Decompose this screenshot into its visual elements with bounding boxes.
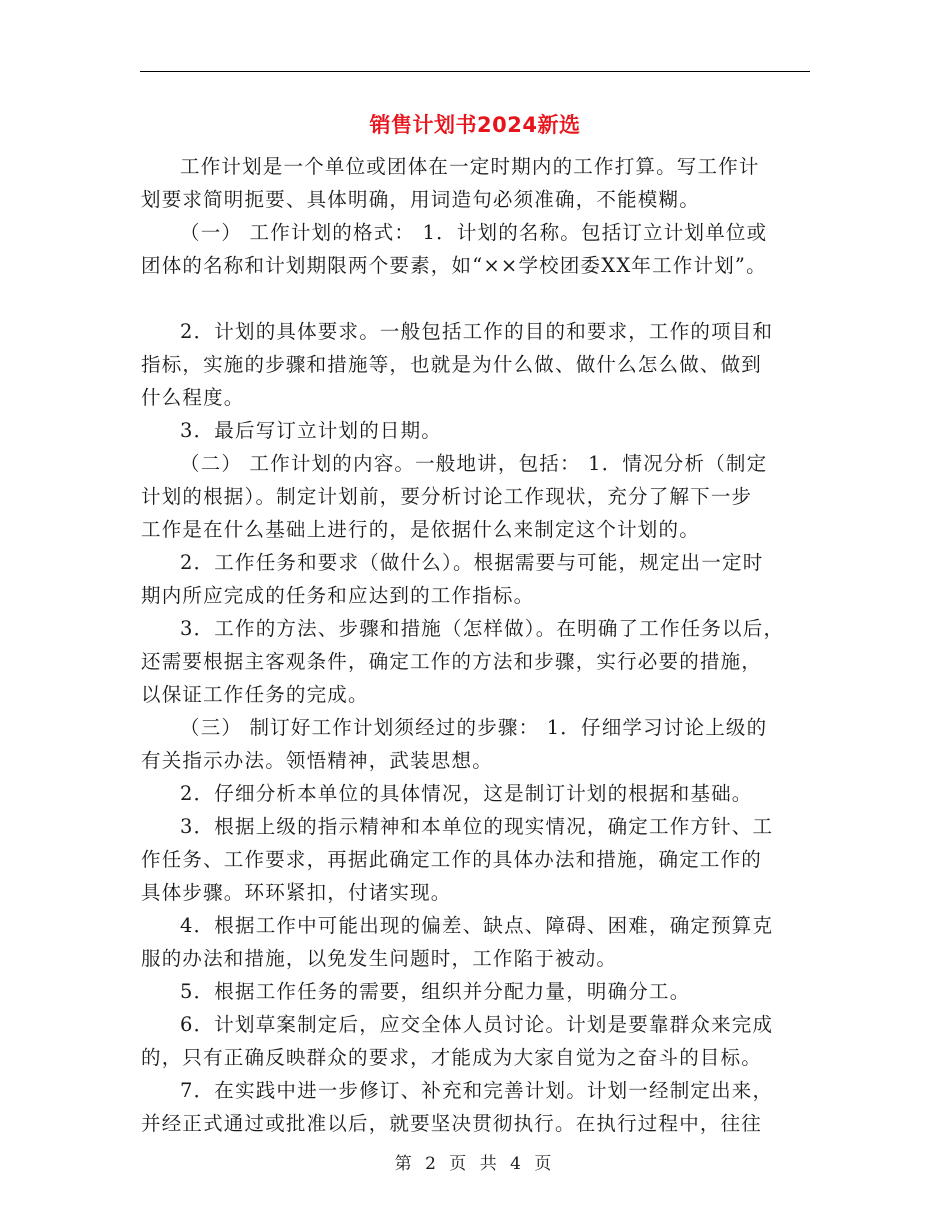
text-line: 3．工作的方法、步骤和措施（怎样做）。在明确了工作任务以后， (180, 617, 785, 640)
text-line: 2．工作任务和要求（做什么）。根据需要与可能，规定出一定时 (180, 551, 764, 574)
paragraph (141, 612, 821, 711)
text-line: 7．在实践中进一步修订、补充和完善计划。计划一经制定出来， (180, 1079, 774, 1102)
text-line: 6．计划草案制定后，应交全体人员讨论。计划是要靠群众来完成 (180, 1013, 774, 1036)
paragraph (141, 711, 821, 777)
text-line: 以保证工作任务的完成。 (141, 683, 369, 706)
text-line: 有关指示办法。领悟精神，武装思想。 (141, 749, 493, 772)
header-rule (140, 71, 810, 72)
paragraph (141, 546, 821, 612)
paragraph (141, 810, 821, 909)
text-line: 并经正式通过或批准以后，就要坚决贯彻执行。在执行过程中，往往 (141, 1112, 763, 1135)
paragraph (141, 1074, 821, 1140)
blank-line (141, 282, 821, 315)
paragraph (141, 216, 821, 282)
text-line: 的，只有正确反映群众的要求，才能成为大家自觉为之奋斗的目标。 (141, 1046, 763, 1069)
document-title: 销售计划书2024新选 (369, 113, 581, 137)
text-line: （二） 工作计划的内容。一般地讲，包括： 1．情况分析（制定 (180, 452, 768, 475)
paragraph (141, 414, 821, 447)
text-line: （三） 制订好工作计划须经过的步骤： 1．仔细学习讨论上级的 (180, 716, 768, 739)
text-line: 服的办法和措施，以免发生问题时，工作陷于被动。 (141, 947, 618, 970)
page-footer: 第 2 页 共 4 页 (394, 1154, 556, 1174)
text-line: 3．根据上级的指示精神和本单位的现实情况，确定工作方针、工 (180, 815, 774, 838)
text-line: 2．仔细分析本单位的具体情况，这是制订计划的根据和基础。 (180, 782, 753, 805)
paragraph (141, 1008, 821, 1074)
text-line: 还需要根据主客观条件，确定工作的方法和步骤，实行必要的措施， (141, 650, 763, 673)
text-line: 期内所应完成的任务和应达到的工作指标。 (141, 584, 535, 607)
text-line: 2．计划的具体要求。一般包括工作的目的和要求，工作的项目和 (180, 320, 774, 343)
text-line: （一） 工作计划的格式： 1．计划的名称。包括订立计划单位或 (180, 221, 768, 244)
paragraph (141, 777, 821, 810)
text-line: 工作计划是一个单位或团体在一定时期内的工作打算。写工作计 (180, 155, 760, 178)
text-line: 计划的根据）。制定计划前，要分析讨论工作现状，充分了解下一步 (141, 485, 753, 508)
text-line: 什么程度。 (141, 386, 245, 409)
paragraph (141, 975, 821, 1008)
text-line: 指标，实施的步骤和措施等，也就是为什么做、做什么怎么做、做到 (141, 353, 763, 376)
text-line: 团体的名称和计划期限两个要素，如“××学校团委XX年工作计划”。 (141, 254, 767, 277)
text-line: 工作是在什么基础上进行的，是依据什么来制定这个计划的。 (141, 518, 700, 541)
text-line: 4．根据工作中可能出现的偏差、缺点、障碍、困难，确定预算克 (180, 914, 774, 937)
paragraph (141, 150, 821, 216)
text-line: 划要求简明扼要、具体明确，用词造句必须准确，不能模糊。 (141, 188, 700, 211)
text-line: 5．根据工作任务的需要，组织并分配力量，明确分工。 (180, 980, 691, 1003)
paragraph (141, 909, 821, 975)
paragraph (141, 315, 821, 414)
text-line: 具体步骤。环环紧扣，付诸实现。 (141, 881, 452, 904)
document-body (141, 150, 821, 1140)
text-line: 作任务、工作要求，再据此确定工作的具体办法和措施，确定工作的 (141, 848, 763, 871)
text-line: 3．最后写订立计划的日期。 (180, 419, 443, 442)
paragraph (141, 447, 821, 546)
